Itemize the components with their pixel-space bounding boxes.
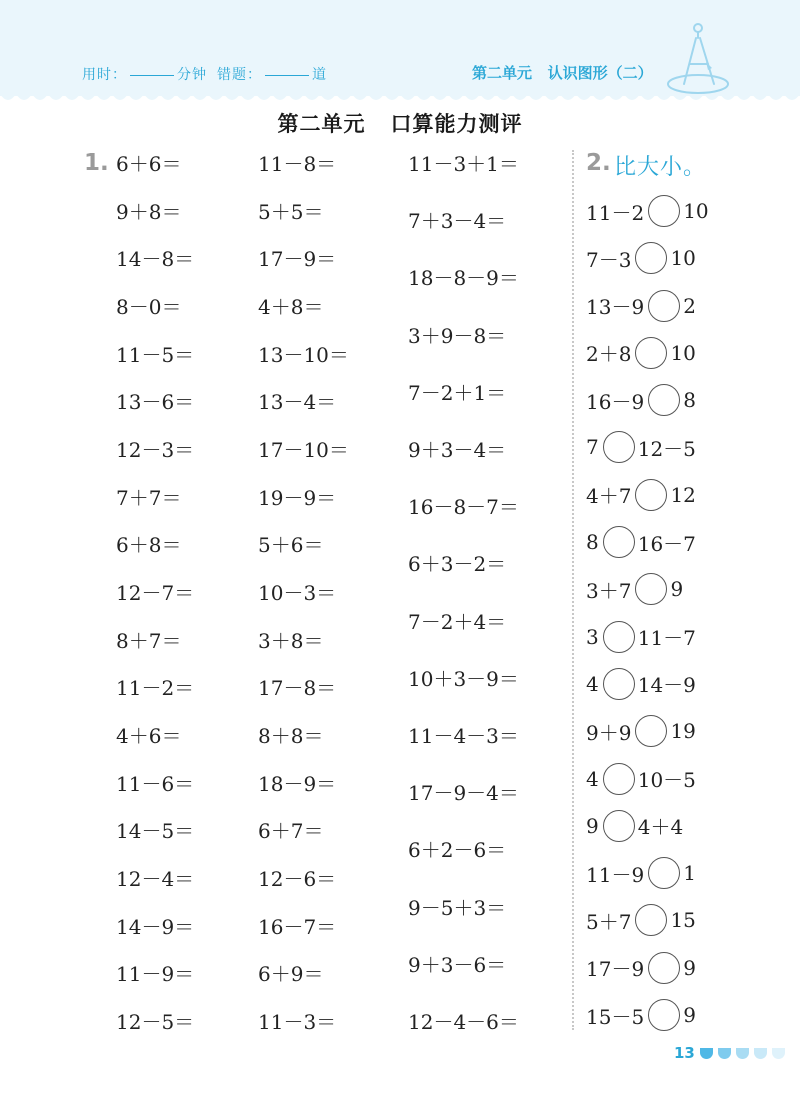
math-problem: 14－9＝	[116, 914, 195, 939]
compare-item	[586, 998, 696, 1032]
math-problem: 6＋3－2＝	[408, 552, 507, 577]
compare-item	[586, 478, 696, 512]
footer-tab	[700, 1048, 713, 1059]
compare-left: 11－9	[586, 862, 645, 887]
section2-number: 2.	[586, 150, 611, 176]
compare-left: 2＋8	[586, 342, 632, 367]
math-problem: 13－6＝	[116, 390, 195, 415]
compare-item	[586, 951, 696, 985]
compare-item	[586, 336, 696, 370]
math-problem: 11－4－3＝	[408, 724, 519, 748]
column-divider	[572, 150, 574, 1030]
page-number: 13	[674, 1044, 695, 1062]
compare-right: 8	[683, 388, 696, 413]
answer-circle[interactable]	[635, 715, 667, 747]
answer-circle[interactable]	[635, 904, 667, 936]
compare-left: 13－9	[586, 295, 645, 320]
math-problem: 4＋6＝	[116, 724, 182, 748]
compare-item	[586, 809, 683, 843]
compare-left: 16－9	[586, 389, 645, 414]
math-problem: 11－9＝	[116, 962, 195, 987]
compare-item	[586, 430, 696, 464]
math-problem: 7－2＋1＝	[408, 380, 507, 405]
math-problem: 12－4＝	[116, 867, 195, 891]
math-problem: 18－9＝	[258, 771, 337, 796]
answer-circle[interactable]	[635, 573, 667, 605]
compare-left: 7	[586, 435, 599, 460]
math-problem: 17－8＝	[258, 676, 337, 701]
math-problem: 17－9－4＝	[408, 781, 519, 806]
compare-item	[586, 289, 696, 323]
compare-right: 14－9	[637, 673, 696, 698]
answer-circle[interactable]	[648, 384, 680, 416]
compare-left: 9＋9	[586, 720, 632, 745]
math-problem: 11－2＝	[116, 676, 195, 701]
math-problem: 4＋8＝	[258, 295, 324, 319]
compare-item	[586, 856, 696, 890]
errors-blank[interactable]	[265, 74, 309, 76]
answer-circle[interactable]	[603, 526, 635, 558]
math-problem: 5＋6＝	[258, 533, 324, 558]
unit-title: 第二单元 认识图形（二）	[472, 64, 653, 82]
math-problem: 12－7＝	[116, 581, 195, 605]
compare-right: 19	[670, 719, 696, 744]
compare-item	[586, 383, 696, 417]
answer-circle[interactable]	[635, 479, 667, 511]
compare-right: 12	[670, 482, 696, 507]
compare-right: 9	[670, 577, 684, 602]
footer-tab	[718, 1048, 731, 1059]
answer-circle[interactable]	[635, 337, 667, 369]
compare-left: 11－2	[586, 200, 645, 225]
answer-circle[interactable]	[603, 431, 635, 463]
compare-right: 11－7	[637, 626, 696, 651]
math-problem: 11－3＋1＝	[408, 152, 519, 176]
math-problem: 14－8＝	[116, 247, 195, 272]
compare-right: 15	[670, 908, 696, 933]
math-problem: 7－2＋4＝	[408, 609, 507, 634]
math-problem: 7＋7＝	[116, 485, 182, 510]
compare-left: 4＋7	[586, 484, 632, 509]
section2-title: 比大小。	[614, 155, 707, 180]
compare-item	[586, 903, 696, 937]
answer-circle[interactable]	[603, 810, 635, 842]
compare-right: 10	[670, 340, 696, 365]
compare-item	[586, 667, 696, 701]
compare-item	[586, 620, 696, 654]
header-time-errors	[82, 64, 327, 84]
math-problem: 7＋3－4＝	[408, 209, 507, 234]
compare-left: 4	[586, 766, 599, 791]
answer-circle[interactable]	[635, 242, 667, 274]
math-problem: 6＋9＝	[258, 962, 324, 987]
math-problem: 11－3＝	[258, 1010, 337, 1034]
time-blank[interactable]	[130, 74, 174, 76]
compare-item	[586, 762, 696, 796]
compare-left: 9	[586, 813, 599, 838]
compare-right: 9	[683, 955, 696, 980]
compare-left: 3＋7	[586, 578, 632, 603]
compare-right: 10	[670, 246, 696, 271]
compare-right: 4＋4	[637, 815, 684, 840]
compare-right: 10－5	[637, 768, 696, 793]
compare-left: 8	[586, 530, 599, 555]
answer-circle[interactable]	[648, 857, 680, 889]
math-problem: 10－3＝	[258, 581, 337, 605]
compare-item	[586, 572, 683, 606]
math-problem: 12－4－6＝	[408, 1010, 519, 1034]
time-label: 用时：	[82, 67, 127, 83]
math-problem: 6＋6＝	[116, 152, 182, 176]
footer-tab	[772, 1048, 785, 1059]
errors-unit: 道	[312, 67, 327, 83]
math-problem: 11－6＝	[116, 771, 195, 796]
compare-left: 15－5	[586, 1004, 645, 1029]
compare-left: 17－9	[586, 957, 645, 982]
math-problem: 3＋9－8＝	[408, 323, 507, 348]
answer-circle[interactable]	[648, 999, 680, 1031]
math-problem: 3＋8＝	[258, 628, 324, 653]
math-problem: 8＋7＝	[116, 628, 182, 653]
section1-number: 1.	[84, 150, 109, 176]
math-problem: 9＋3－6＝	[408, 952, 507, 977]
math-problem: 8＋8＝	[258, 724, 324, 748]
compare-right: 9	[683, 1003, 696, 1027]
math-problem: 16－7＝	[258, 914, 337, 939]
math-problem: 14－5＝	[116, 819, 195, 844]
math-problem: 10＋3－9＝	[408, 666, 519, 691]
footer-tab	[736, 1048, 749, 1059]
page-title: 第二单元 口算能力测评	[277, 112, 523, 136]
time-unit: 分钟	[177, 67, 207, 83]
compare-right: 2	[683, 293, 696, 318]
math-problem: 13－10＝	[258, 342, 349, 367]
footer-tabs	[700, 1048, 785, 1059]
answer-circle[interactable]	[603, 621, 635, 653]
answer-circle[interactable]	[603, 668, 635, 700]
compare-right: 10	[683, 199, 709, 223]
math-problem: 6＋7＝	[258, 819, 324, 844]
compare-right: 12－5	[637, 436, 696, 461]
math-problem: 12－5＝	[116, 1010, 195, 1034]
answer-circle[interactable]	[603, 763, 635, 795]
answer-circle[interactable]	[648, 952, 680, 984]
math-problem: 6＋8＝	[116, 533, 182, 558]
compare-item	[586, 525, 696, 559]
math-problem: 16－8－7＝	[408, 495, 519, 520]
compare-left: 4	[586, 671, 599, 696]
compare-left: 7－3	[586, 247, 632, 272]
math-problem: 9＋8＝	[116, 199, 182, 224]
answer-circle[interactable]	[648, 195, 680, 227]
compare-left: 3	[586, 624, 599, 649]
math-problem: 12－6＝	[258, 867, 337, 891]
errors-label: 错题：	[217, 67, 262, 83]
math-problem: 5＋5＝	[258, 199, 324, 224]
math-problem: 13－4＝	[258, 390, 337, 415]
math-problem: 9－5＋3＝	[408, 895, 507, 920]
math-problem: 18－8－9＝	[408, 266, 519, 291]
math-problem: 11－8＝	[258, 152, 337, 176]
math-problem: 8－0＝	[116, 295, 182, 319]
math-problem: 17－9＝	[258, 247, 337, 272]
math-problem: 17－10＝	[258, 438, 349, 462]
math-problem: 11－5＝	[116, 342, 195, 367]
compare-right: 16－7	[637, 531, 696, 556]
compare-item	[586, 241, 696, 275]
math-problem: 19－9＝	[258, 485, 337, 510]
footer-tab	[754, 1048, 767, 1059]
compare-left: 5＋7	[586, 909, 632, 934]
math-problem: 6＋2－6＝	[408, 838, 507, 863]
math-problem: 9＋3－4＝	[408, 438, 507, 462]
math-problem: 12－3＝	[116, 438, 195, 462]
compare-item	[586, 194, 709, 228]
compare-item	[586, 714, 696, 748]
compass-icon	[662, 20, 732, 96]
compare-right: 1	[683, 861, 696, 886]
answer-circle[interactable]	[648, 290, 680, 322]
